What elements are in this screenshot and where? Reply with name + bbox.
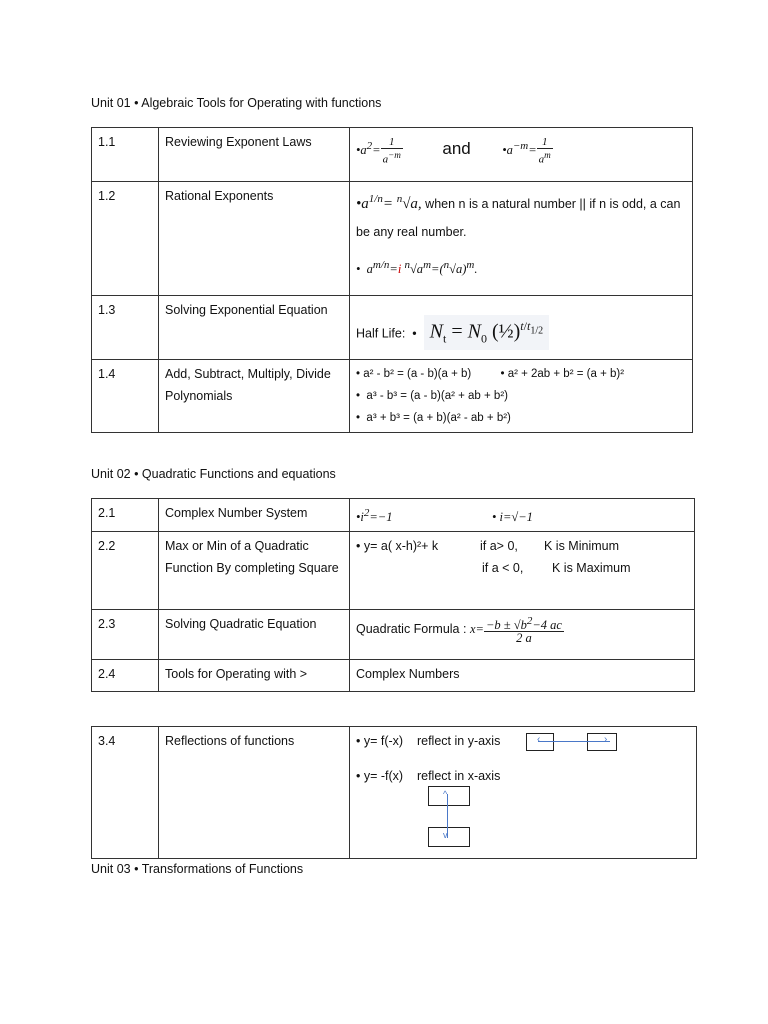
row-topic: Reflections of functions	[159, 727, 350, 859]
table-row	[92, 296, 693, 360]
horizontal-arrow-icon	[538, 741, 610, 742]
row-number: 2.2	[92, 532, 159, 610]
exponent-law-formulas: $•a^2=$ $\frac{1}{a^{-m}}$ and $•a^{-m}=$ $\frac{1}{a^m}$	[356, 136, 551, 166]
table-row	[92, 660, 695, 692]
reflect-x-line: • y= -f(x) reflect in x-axis	[356, 769, 501, 783]
polynomial-identity: a³ - b³ = (a - b)(a² + ab + b²)	[366, 390, 508, 402]
table-row	[92, 532, 695, 610]
row-content	[350, 532, 695, 610]
row-content: Complex Numbers	[350, 660, 695, 692]
unit-02-heading: Unit 02 • Quadratic Functions and equations	[91, 467, 336, 481]
row-content: $•i^2=-1$ • i=√−1	[350, 499, 695, 532]
result: K is Minimum	[544, 539, 620, 554]
row-topic: Solving Exponential Equation	[159, 296, 350, 360]
row-number: 1.4	[92, 360, 159, 433]
row-content: • a² - b² = (a - b)(a + b) • a² + 2ab + b² = (a + b)² • a³ - b³ = (a - b)(a² + ab + b²) • a³ + b³ = (a + b)(a² - ab + b²)	[350, 360, 693, 433]
arrow-right-icon: ›	[604, 734, 608, 745]
result: K is Maximum	[552, 561, 631, 576]
unit-02-table	[91, 498, 695, 692]
reflect-y-line: • y= f(-x) reflect in y-axis	[356, 734, 501, 748]
row-number: 2.3	[92, 610, 159, 660]
row-topic: Rational Exponents	[159, 182, 350, 296]
table-row	[92, 610, 695, 660]
polynomial-identity: a² + 2ab + b² = (a + b)²	[507, 368, 625, 380]
half-life-formula: $N_t = N_0$ (½)$^{t/t_{1/2}}$	[424, 315, 549, 350]
unit-01-table	[91, 127, 693, 433]
polynomial-identity: a³ + b³ = (a + b)(a² - ab + b²)	[366, 412, 511, 424]
reflection-box-bottom	[428, 827, 470, 847]
row-topic: Solving Quadratic Equation	[159, 610, 350, 660]
quadratic-formula-label: Quadratic Formula :	[356, 622, 467, 637]
row-number: 3.4	[92, 727, 159, 859]
rational-exponent-note: when n is a natural number || if n is odd, a can be any real number.	[356, 197, 681, 239]
row-number: 2.1	[92, 499, 159, 532]
unit-03-heading: Unit 03 • Transformations of Functions	[91, 862, 304, 876]
reflection-box-top	[428, 786, 470, 806]
row-number: 1.3	[92, 296, 159, 360]
polynomial-identity: a² - b² = (a - b)(a + b)	[363, 368, 472, 380]
arrow-down-icon: v	[443, 830, 448, 840]
row-number: 1.2	[92, 182, 159, 296]
arrow-left-icon: ‹	[537, 734, 541, 745]
row-content	[350, 128, 693, 182]
row-topic: Add, Subtract, Multiply, Divide Polynomials	[159, 360, 350, 433]
half-life-label: Half Life:	[356, 326, 406, 341]
table-row	[92, 182, 693, 296]
arrow-up-icon: ^	[443, 789, 448, 799]
condition: if a < 0,	[482, 561, 524, 576]
row-topic: Max or Min of a Quadratic Function By completing Square	[159, 532, 350, 610]
row-content: Quadratic Formula : x= $\frac{-b \pm √b^2-4 ac}{2 a}$	[350, 610, 695, 660]
unit-01-heading: Unit 01 • Algebraic Tools for Operating with functions	[91, 96, 382, 110]
row-number: 1.1	[92, 128, 159, 182]
row-topic: Reviewing Exponent Laws	[159, 128, 350, 182]
row-content: Half Life: • $N_t = N_0$ (½)$^{t/t_{1/2}}$	[350, 296, 693, 360]
vertex-form: • y= a( x-h)²+ k	[356, 539, 439, 554]
table-row	[92, 360, 693, 433]
row-topic: Tools for Operating with >	[159, 660, 350, 692]
table-row	[92, 499, 695, 532]
row-content	[350, 727, 697, 859]
condition: if a> 0,	[480, 539, 518, 554]
and-label: and	[442, 139, 471, 159]
table-row	[92, 128, 693, 182]
row-content: $•a^{1/n}= ^n√a$, when n is a natural number || if n is odd, a can be any real number. • $a^{m/n}=i$ $^n√a^m=(^n√a)^m$.	[350, 182, 693, 296]
rational-exponent-formula: • $a^{m/n}=i$ $^n√a^m=(^n√a)^m$.	[356, 259, 478, 277]
row-number: 2.4	[92, 660, 159, 692]
row-topic: Complex Number System	[159, 499, 350, 532]
reflection-box-right	[587, 733, 617, 751]
